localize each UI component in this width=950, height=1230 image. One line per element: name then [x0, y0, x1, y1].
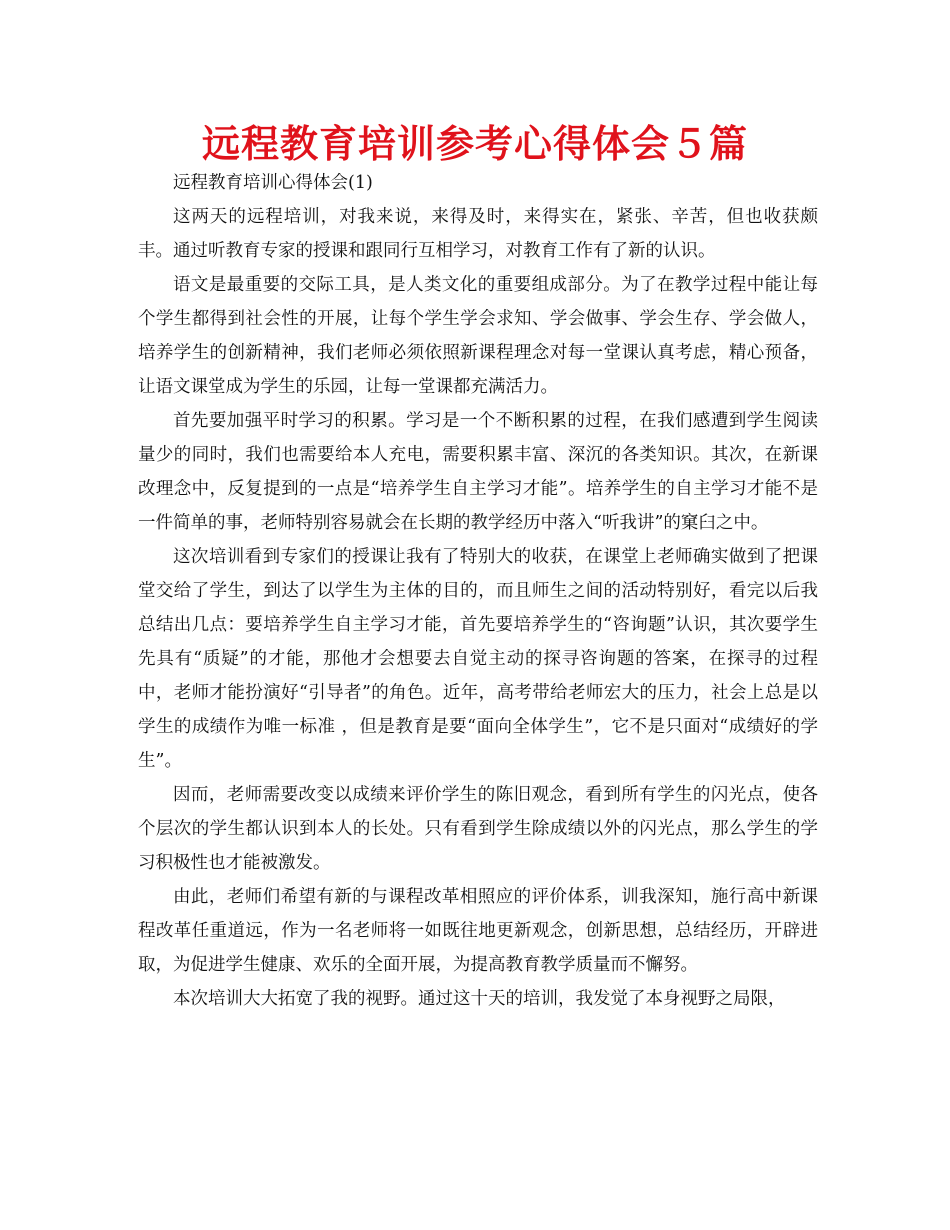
paragraph: 由此，老师们希望有新的与课程改革相照应的评价体系，训我深知，施行高中新课程改革任重道远，作为一名老师将一如既往地更新观念，创新思想，总结经历，开辟进取，为促进学生健康、欢乐的全面开展，为提高教育教学质量而不懈努。	[138, 887, 818, 975]
paragraph: 语文是最重要的交际工具，是人类文化的重要组成部分。为了在教学过程中能让每个学生都得到社会性的开展，让每个学生学会求知、学会做事、学会生存、学会做人，培养学生的创新精神，我们老师必须依照新课程理念对每一堂课认真考虑，精心预备，让语文课堂成为学生的乐园，让每一堂课都充满活力。	[138, 275, 818, 397]
paragraph: 因而，老师需要改变以成绩来评价学生的陈旧观念，看到所有学生的闪光点，使各个层次的学生都认识到本人的长处。只有看到学生除成绩以外的闪光点，那么学生的学习积极性也才能被激发。	[138, 785, 818, 873]
paragraph: 首先要加强平时学习的积累。学习是一个不断积累的过程，在我们感遭到学生阅读量少的同时，我们也需要给本人充电，需要积累丰富、深沉的各类知识。其次，在新课改理念中，反复提到的一点是“培养学生自主学习才能”。培养学生的自主学习才能不是一件简单的事，老师特别容易就会在长期的教学经历中落入“听我讲”的窠臼之中。	[138, 411, 818, 533]
paragraph: 这次培训看到专家们的授课让我有了特别大的收获，在课堂上老师确实做到了把课堂交给了学生，到达了以学生为主体的目的，而且师生之间的活动特别好，看完以后我总结出几点：要培养学生自主学习才能，首先要培养学生的“咨询题”认识，其次要学生先具有“质疑”的才能，那他才会想要去自觉主动的探寻咨询题的答案，在探寻的过程中，老师才能扮演好“引导者”的角色。近年，高考带给老师宏大的压力，社会上总是以学生的成绩作为唯一标准 ，但是教育是要“面向全体学生”，它不是只面对“成绩好的学生”。	[138, 547, 818, 771]
document-body	[138, 166, 818, 1016]
section-heading: 远程教育培训心得体会(1)	[173, 173, 373, 193]
document-title: 远程教育培训参考心得体会５篇	[201, 122, 748, 166]
paragraph: 本次培训大大拓宽了我的视野。通过这十天的培训，我发觉了本身视野之局限，	[173, 989, 786, 1009]
paragraph: 这两天的远程培训，对我来说，来得及时，来得实在，紧张、辛苦，但也收获颇丰。通过听教育专家的授课和跟同行互相学习，对教育工作有了新的认识。	[138, 207, 818, 261]
